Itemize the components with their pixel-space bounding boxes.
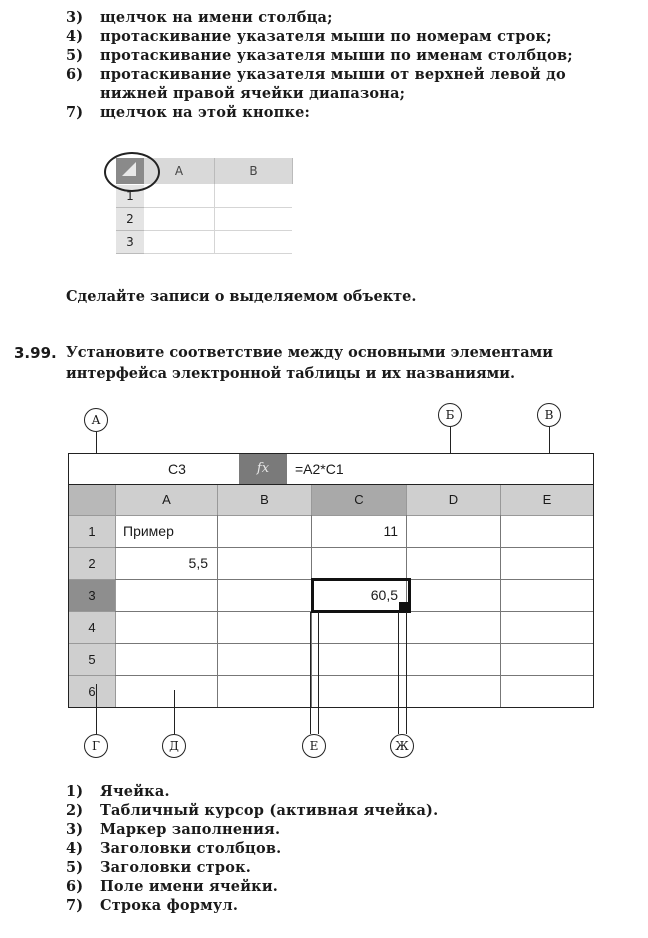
gridline	[144, 230, 292, 231]
item-text: Ячейка.	[100, 783, 170, 800]
item-number: 3)	[66, 821, 84, 838]
fill-handle[interactable]	[399, 602, 409, 612]
callout-e-stem-right	[318, 612, 319, 734]
instruction-note: Сделайте записи о выделяемом объекте.	[66, 288, 417, 305]
list-item	[66, 896, 566, 915]
list-item	[66, 801, 566, 820]
gridline	[144, 207, 292, 208]
element-names-list	[66, 782, 566, 915]
list-item	[66, 839, 566, 858]
item-number: 3)	[66, 9, 84, 26]
active-cell-cursor	[311, 578, 411, 613]
spreadsheet	[68, 453, 594, 708]
column-header-a[interactable]: A	[116, 485, 218, 515]
list-item	[66, 46, 636, 65]
callout-b: Б	[438, 403, 462, 427]
cell-a1[interactable]: Пример	[123, 523, 174, 539]
row-header-3[interactable]: 3	[69, 580, 116, 612]
list-item	[66, 782, 566, 801]
item-text: Поле имени ячейки.	[100, 878, 279, 895]
list-item	[66, 820, 566, 839]
column-header-c[interactable]: C	[312, 485, 407, 515]
row-header-1[interactable]: 1	[116, 185, 144, 208]
item-number: 2)	[66, 802, 84, 819]
item-number: 1)	[66, 783, 84, 800]
item-number: 7)	[66, 104, 84, 121]
row-header-6[interactable]: 6	[69, 676, 116, 707]
gridline	[115, 643, 593, 644]
item-text: Заголовки столбцов.	[100, 840, 282, 857]
list-item	[66, 8, 636, 27]
item-text: протаскивание указателя мыши по номерам строк;	[100, 28, 552, 45]
cell-c1[interactable]: 11	[383, 523, 398, 539]
gridline	[144, 253, 292, 254]
item-number: 6)	[66, 66, 84, 83]
formula-bar	[69, 454, 593, 485]
list-item	[66, 877, 566, 896]
row-header-3[interactable]: 3	[116, 231, 144, 254]
row-header-5[interactable]: 5	[69, 644, 116, 676]
list-item	[66, 858, 566, 877]
item-number: 4)	[66, 28, 84, 45]
task-number: 3.99.	[14, 344, 57, 362]
callout-d: Д	[162, 734, 186, 758]
item-number: 5)	[66, 47, 84, 64]
column-header-b[interactable]: B	[215, 158, 293, 184]
task-text: Установите соответствие между основными элементами интерфейса электронной таблицы и их названиями.	[66, 344, 554, 382]
item-number: 6)	[66, 878, 84, 895]
gridline	[214, 184, 215, 254]
highlight-ellipse	[104, 152, 160, 192]
callout-zh-stem-left	[398, 612, 399, 734]
item-number: 5)	[66, 859, 84, 876]
callout-g-stem	[96, 684, 97, 734]
item-number: 7)	[66, 897, 84, 914]
list-item	[66, 103, 636, 122]
select-all-corner[interactable]	[69, 485, 116, 515]
item-text: Табличный курсор (активная ячейка).	[100, 802, 439, 819]
column-header-a[interactable]: A	[144, 158, 215, 184]
item-number: 4)	[66, 840, 84, 857]
row-header-2[interactable]: 2	[69, 548, 116, 580]
column-header-b[interactable]: B	[218, 485, 312, 515]
callout-v: В	[537, 403, 561, 427]
column-header-d[interactable]: D	[407, 485, 501, 515]
selection-methods-list	[66, 8, 636, 122]
callout-e: Е	[302, 734, 326, 758]
list-item	[66, 27, 636, 46]
item-text: протаскивание указателя мыши по именам столбцов;	[100, 47, 573, 64]
formula-input[interactable]: =A2*C1	[295, 461, 344, 477]
callout-g: Г	[84, 734, 108, 758]
callout-zh-stem-right	[406, 612, 407, 734]
cell-a2[interactable]: 5,5	[188, 555, 208, 571]
item-text: Строка формул.	[100, 897, 239, 914]
callout-e-stem-left	[310, 612, 311, 734]
column-header-e[interactable]: E	[542, 492, 552, 507]
column-headers	[69, 485, 593, 516]
item-text: щелчок на имени столбца;	[100, 9, 333, 26]
item-text: щелчок на этой кнопке:	[100, 104, 311, 121]
item-text: Заголовки строк.	[100, 859, 251, 876]
row-header-4[interactable]: 4	[69, 612, 116, 644]
callout-a: А	[84, 408, 108, 432]
cell-c3[interactable]: 60,5	[370, 587, 398, 603]
item-text: протаскивание указателя мыши от верхней левой до нижней правой ячейки диапазона;	[100, 66, 566, 102]
name-box[interactable]: C3	[168, 461, 186, 477]
gridline	[115, 675, 593, 676]
callout-d-stem	[174, 690, 175, 734]
select-all-illustration	[104, 152, 294, 258]
list-item	[66, 65, 636, 103]
row-header-2[interactable]: 2	[116, 208, 144, 231]
callout-zh: Ж	[390, 734, 414, 758]
insert-function-button[interactable]: fx	[239, 454, 287, 484]
item-text: Маркер заполнения.	[100, 821, 281, 838]
row-header-1[interactable]: 1	[69, 516, 116, 548]
